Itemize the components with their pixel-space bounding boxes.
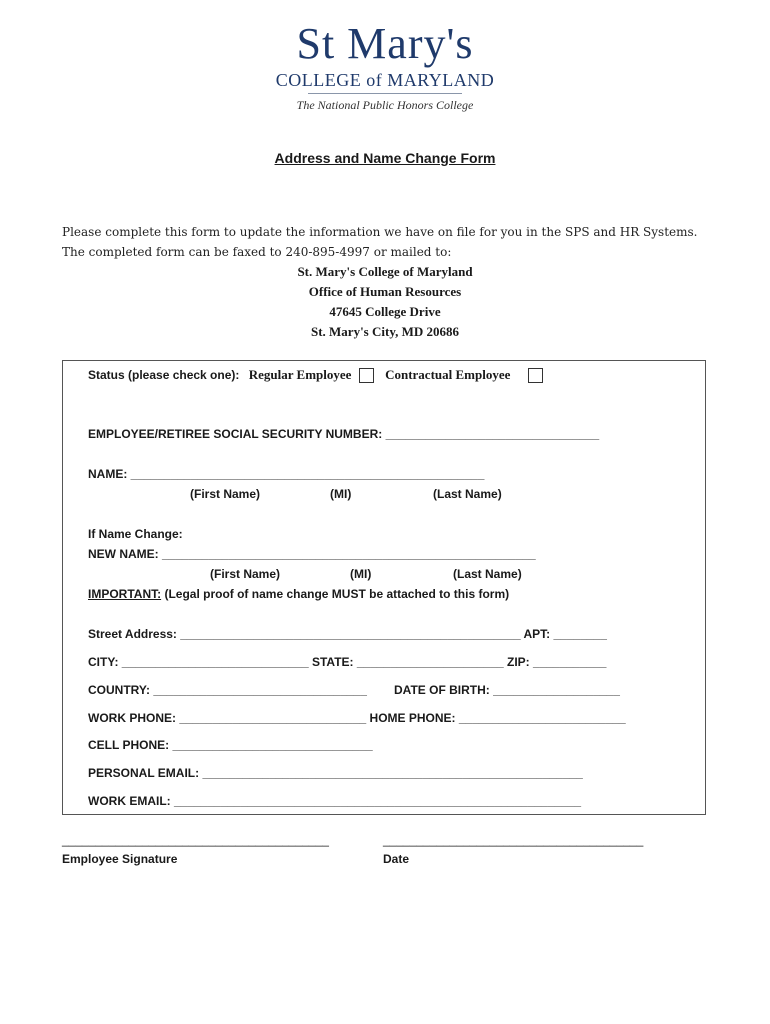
regular-employee-checkbox[interactable]	[359, 368, 374, 383]
personal-email-field[interactable]: PERSONAL EMAIL: _________________________________________________________	[88, 766, 583, 780]
intro-text	[62, 222, 712, 262]
college-logo	[250, 20, 520, 120]
signature-label: Employee Signature	[62, 852, 178, 866]
regular-employee-label: Regular Employee	[248, 367, 352, 382]
address-line-3: 47645 College Drive	[329, 304, 441, 319]
new-name-mi-caption: (MI)	[350, 567, 372, 581]
date-line[interactable]: _______________________________________	[383, 833, 644, 847]
work-email-field[interactable]: WORK EMAIL: _____________________________________________________________	[88, 794, 582, 808]
name-field[interactable]: NAME: _____________________________________________________	[88, 467, 485, 481]
address-line-2: Office of Human Resources	[308, 284, 462, 299]
important-label: IMPORTANT:	[88, 587, 162, 601]
address-line-4: St. Mary's City, MD 20686	[310, 324, 460, 339]
country-field[interactable]: COUNTRY: ________________________________	[88, 683, 367, 697]
status-label: Status (please check one):	[88, 368, 240, 382]
if-name-change-label: If Name Change:	[88, 527, 183, 541]
phone-fields[interactable]: WORK PHONE: ____________________________ HOME PHONE: _________________________	[88, 711, 626, 725]
logo-wordmark: St Mary's	[296, 19, 474, 68]
new-name-last-caption: (Last Name)	[453, 567, 522, 581]
name-first-caption: (First Name)	[190, 487, 261, 501]
logo-tagline: The National Public Honors College	[296, 98, 474, 112]
signature-line[interactable]: ________________________________________	[62, 833, 329, 847]
logo-subtitle: COLLEGE of MARYLAND	[275, 70, 495, 90]
status-row	[88, 367, 543, 383]
important-text: (Legal proof of name change MUST be attached to this form)	[161, 587, 510, 601]
mailing-address	[0, 262, 770, 342]
contractual-employee-label: Contractual Employee	[385, 367, 511, 382]
form-title: Address and Name Change Form	[274, 150, 496, 166]
name-last-caption: (Last Name)	[433, 487, 502, 501]
address-line-1: St. Mary's College of Maryland	[297, 264, 473, 279]
contractual-employee-checkbox[interactable]	[528, 368, 543, 383]
important-note	[88, 587, 509, 601]
street-address-field[interactable]: Street Address: ___________________________________________________ APT: ________	[88, 627, 607, 641]
intro-line-1: Please complete this form to update the information we have on file for you in the SPS and HR Systems.	[62, 225, 698, 239]
intro-line-2: The completed form can be faxed to 240-895-4997 or mailed to:	[62, 245, 452, 259]
ssn-field[interactable]: EMPLOYEE/RETIREE SOCIAL SECURITY NUMBER: ________________________________	[88, 427, 600, 441]
name-mi-caption: (MI)	[330, 487, 352, 501]
logo-divider	[308, 93, 462, 94]
city-state-zip-field[interactable]: CITY: ____________________________ STATE: ______________________ ZIP: ___________	[88, 655, 607, 669]
new-name-first-caption: (First Name)	[210, 567, 281, 581]
date-label: Date	[383, 852, 410, 866]
form-box	[62, 360, 706, 815]
cell-phone-field[interactable]: CELL PHONE: ______________________________	[88, 738, 373, 752]
new-name-field[interactable]: NEW NAME: ________________________________________________________	[88, 547, 536, 561]
date-of-birth-field[interactable]: DATE OF BIRTH: ___________________	[394, 683, 620, 697]
